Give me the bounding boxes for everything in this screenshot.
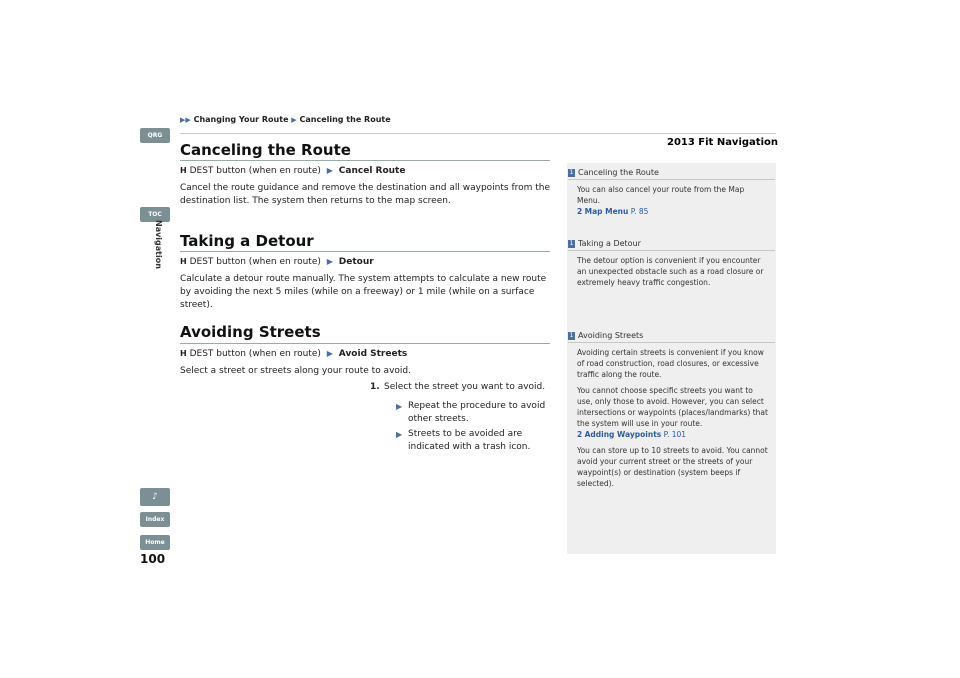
- index-button[interactable]: Index: [140, 512, 170, 527]
- note-number-icon: 1: [569, 332, 574, 339]
- menu-path-cancel: [180, 166, 405, 176]
- breadcrumb-item-canceling-route[interactable]: Canceling the Route: [299, 115, 391, 124]
- reference-icon: 2: [577, 430, 583, 439]
- section-divider: [180, 160, 550, 161]
- note-text: Avoiding certain streets is convenient if you know of road construction, road closures, or excessive traffic along the route.: [577, 348, 764, 379]
- section-title-detour: Taking a Detour: [180, 232, 314, 250]
- path-end: Avoid Streets: [338, 349, 408, 359]
- note-divider: [568, 342, 775, 343]
- page-number: 100: [140, 552, 166, 566]
- paragraph-cancel: Cancel the route guidance and remove the destination and all waypoints from the destination list. The system then returns to the map screen.: [180, 183, 551, 206]
- home-icon: H: [180, 257, 187, 266]
- step-text: Select the street you want to avoid.: [384, 382, 546, 392]
- voice-command-button[interactable]: [140, 488, 170, 506]
- section-title-cancel: Canceling the Route: [180, 141, 351, 159]
- note-text: You can store up to 10 streets to avoid. You cannot avoid your current street or the streets of your waypoint(s) or destination (system beeps if selected).: [577, 446, 768, 488]
- step-substep: Streets to be avoided are indicated with a trash icon.: [408, 429, 531, 452]
- note-body-detour: The detour option is convenient if you encounter an unexpected obstacle such as a road closure or extremely heavy traffic congestion.: [577, 256, 764, 287]
- map-menu-link[interactable]: Map Menu: [584, 207, 629, 216]
- qrg-button[interactable]: QRG: [140, 128, 170, 143]
- note-divider: [568, 179, 775, 180]
- step-substep: Repeat the procedure to avoid other streets.: [408, 401, 546, 424]
- step-number: 1.: [370, 382, 380, 392]
- path-start: DEST button (when en route): [189, 257, 321, 267]
- note-body-avoid: [577, 347, 769, 489]
- note-number-icon: 1: [569, 240, 574, 247]
- note-divider: [568, 250, 775, 251]
- path-start: DEST button (when en route): [189, 166, 321, 176]
- paragraph-detour: Calculate a detour route manually. The system attempts to calculate a new route by avoiding the next 5 miles (while on a freeway) or 1 mile (while on a surface street).: [180, 274, 547, 310]
- note-text: You can also cancel your route from the Map Menu.: [577, 185, 745, 205]
- note-heading-detour: [568, 239, 641, 248]
- section-label: Navigation: [154, 220, 163, 269]
- note-heading-text: Canceling the Route: [578, 168, 659, 177]
- reference-icon: 2: [577, 207, 583, 216]
- breadcrumb-arrow-icon: ▶: [291, 116, 297, 124]
- arrow-right-icon: ▶: [396, 430, 403, 439]
- breadcrumb-item-changing-route[interactable]: Changing Your Route: [193, 115, 289, 124]
- note-heading-avoid: [568, 331, 643, 340]
- page-reference[interactable]: P. 101: [663, 430, 687, 439]
- arrow-right-icon: ▶: [326, 349, 333, 358]
- doc-title: 2013 Fit Navigation: [666, 137, 778, 148]
- arrow-right-icon: ▶: [396, 402, 403, 411]
- note-heading-text: Taking a Detour: [578, 239, 641, 248]
- note-number-icon: 1: [569, 169, 574, 176]
- adding-waypoints-link[interactable]: Adding Waypoints: [584, 430, 662, 439]
- section-divider: [180, 251, 550, 252]
- menu-path-detour: [180, 257, 374, 267]
- section-divider: [180, 343, 550, 344]
- home-icon: H: [180, 349, 187, 358]
- section-tab-label: [149, 220, 163, 280]
- paragraph-avoid: Select a street or streets along your route to avoid.: [180, 366, 411, 376]
- note-heading-text: Avoiding Streets: [578, 331, 644, 340]
- toc-button[interactable]: TOC: [140, 207, 170, 222]
- note-text: You cannot choose specific streets you want to use, only those to avoid. However, you can select intersections or waypoints (places/landmarks) that the system will use in your route.: [577, 386, 768, 428]
- arrow-right-icon: ▶: [326, 166, 333, 175]
- home-icon: H: [180, 166, 187, 175]
- breadcrumb: [180, 115, 391, 124]
- home-button[interactable]: Home: [140, 535, 170, 550]
- note-body-cancel: [577, 184, 769, 217]
- note-heading-cancel: [568, 168, 659, 177]
- page-reference[interactable]: P. 85: [630, 207, 649, 216]
- voice-icon: ♪: [152, 492, 158, 502]
- path-end: Detour: [338, 257, 374, 267]
- menu-path-avoid: [180, 349, 407, 359]
- arrow-right-icon: ▶: [326, 257, 333, 266]
- path-end: Cancel Route: [338, 166, 406, 176]
- note-reference: [577, 206, 769, 217]
- section-title-avoid: Avoiding Streets: [180, 323, 321, 341]
- note-reference: [577, 429, 769, 440]
- path-start: DEST button (when en route): [189, 349, 321, 359]
- header-divider: [180, 133, 776, 134]
- breadcrumb-arrow-icon: ▶▶: [180, 116, 191, 124]
